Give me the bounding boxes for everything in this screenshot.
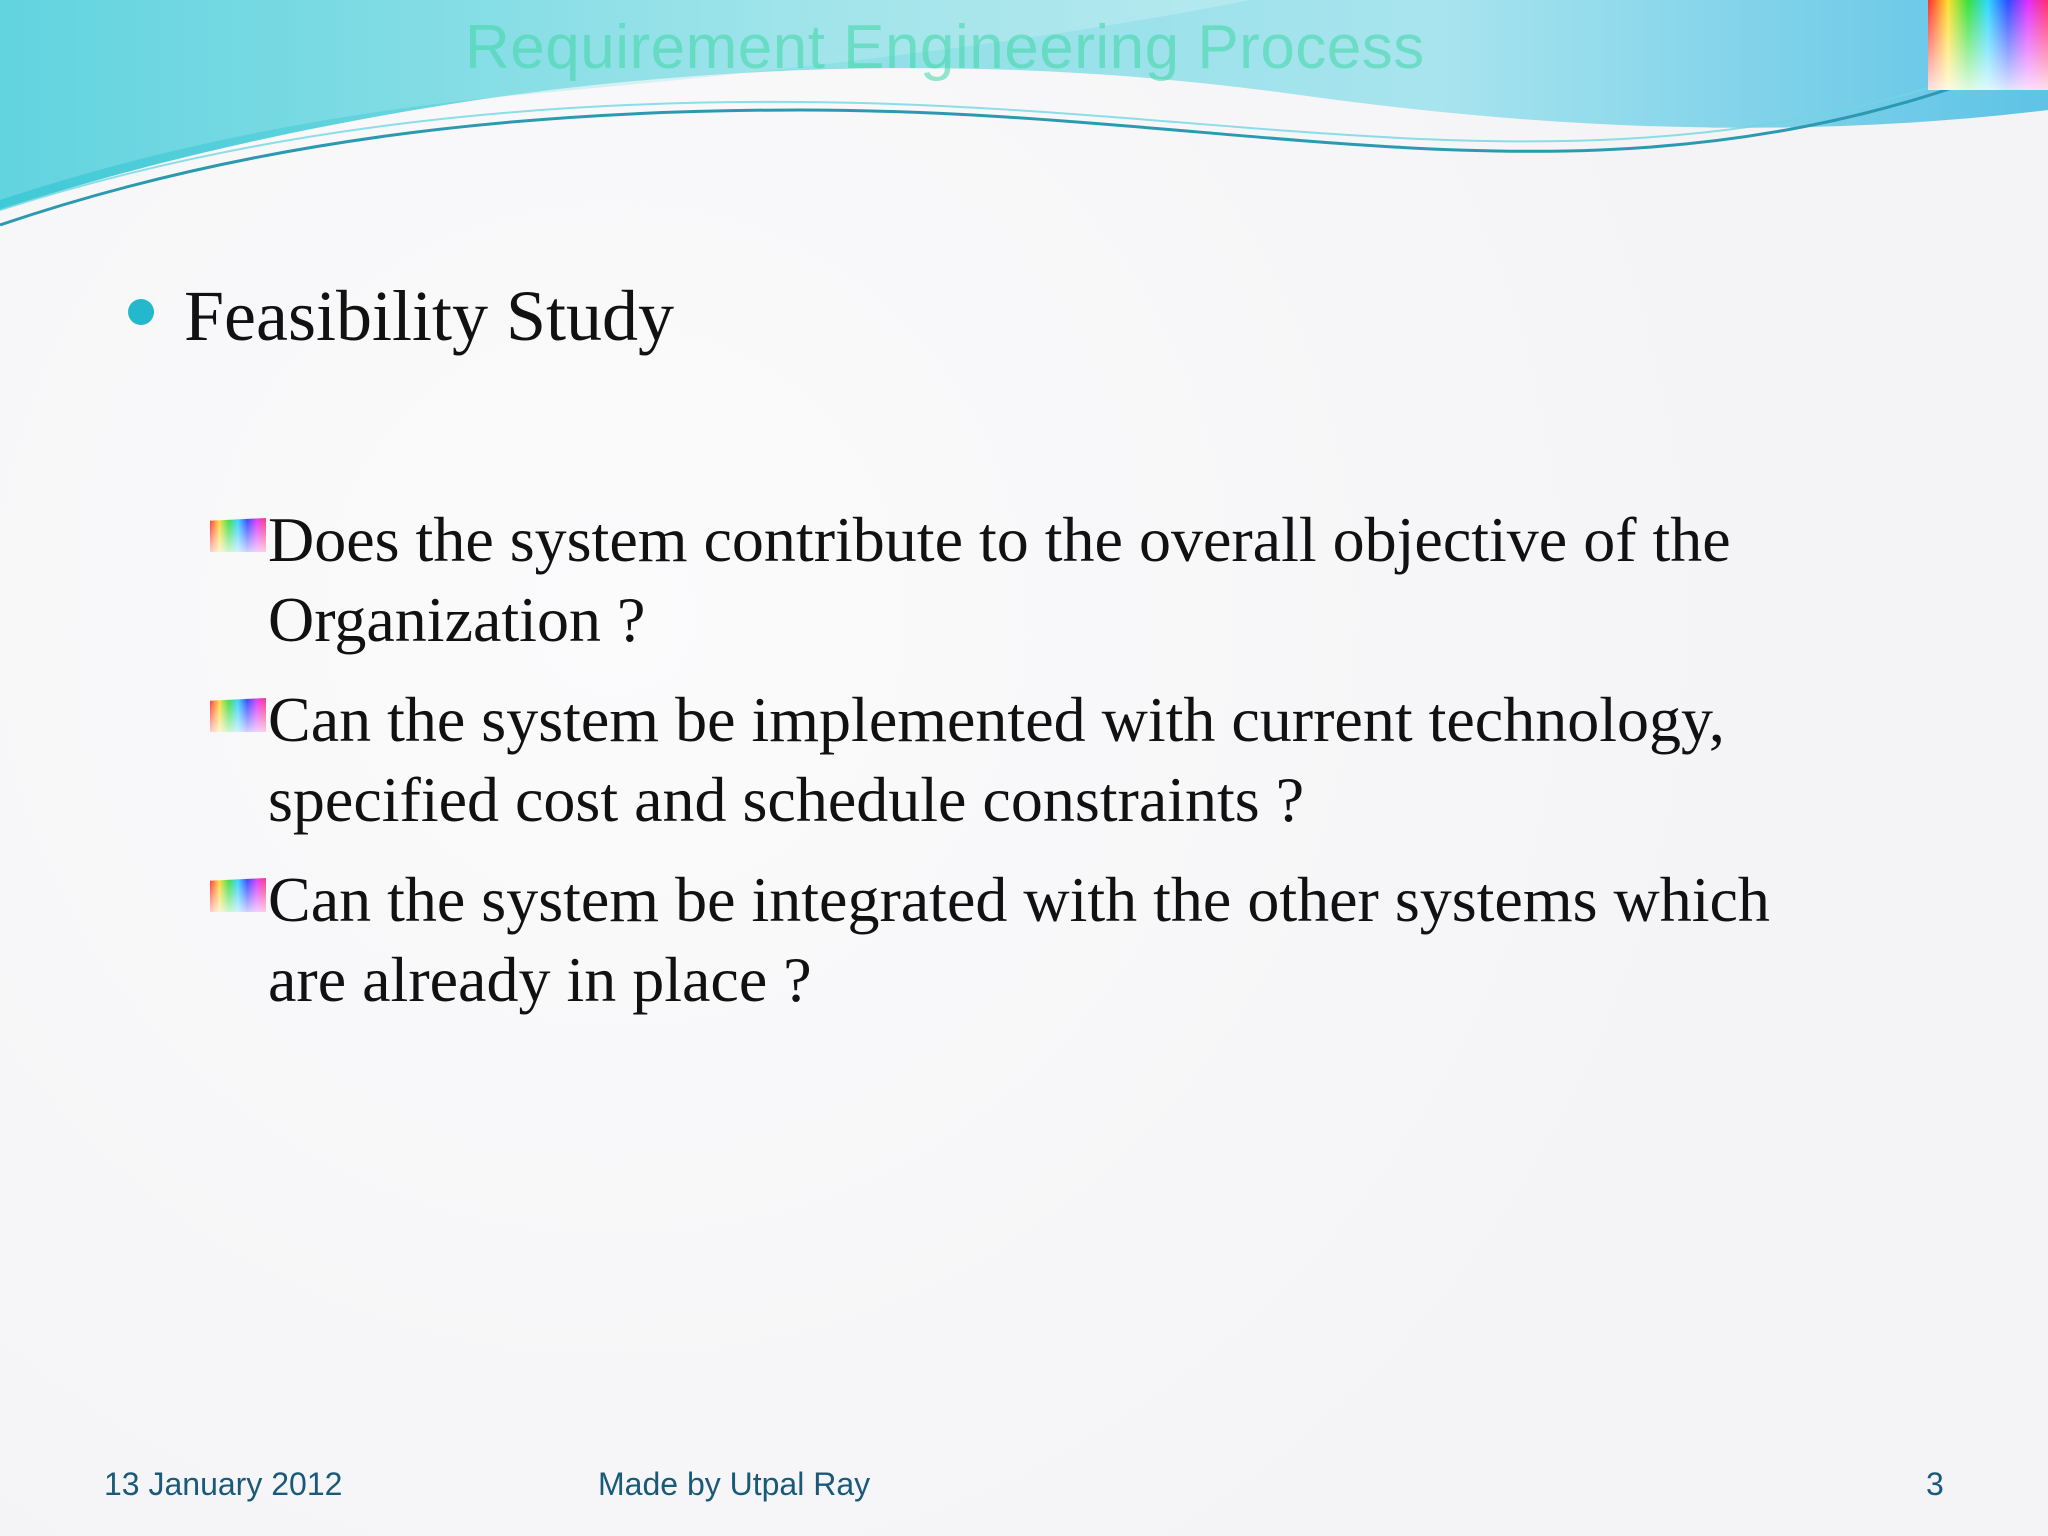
sub-bullet-text: Does the system contribute to the overall objective of the Organization ? [268, 504, 1731, 655]
sub-bullet-list [210, 500, 1850, 1040]
footer-date: 13 January 2012 [104, 1466, 343, 1502]
sub-bullet-text: Can the system be implemented with current technology, specified cost and schedule constraints ? [268, 684, 1725, 835]
rainbow-square-bullet-icon [210, 698, 266, 732]
page-number: 3 [1926, 1466, 1944, 1502]
main-bullet [128, 276, 675, 356]
sub-bullet-item [210, 500, 1850, 660]
round-bullet-icon [128, 299, 154, 325]
slide-title: Requirement Engineering Process [465, 13, 1425, 82]
corner-color-swatch [1928, 0, 2048, 90]
main-bullet-text: Feasibility Study [184, 276, 675, 356]
rainbow-square-bullet-icon [210, 878, 266, 912]
footer-author: Made by Utpal Ray [598, 1466, 871, 1502]
sub-bullet-item [210, 680, 1850, 840]
sub-bullet-item [210, 860, 1850, 1020]
sub-bullet-text: Can the system be integrated with the other systems which are already in place ? [268, 864, 1770, 1015]
rainbow-square-bullet-icon [210, 518, 266, 552]
